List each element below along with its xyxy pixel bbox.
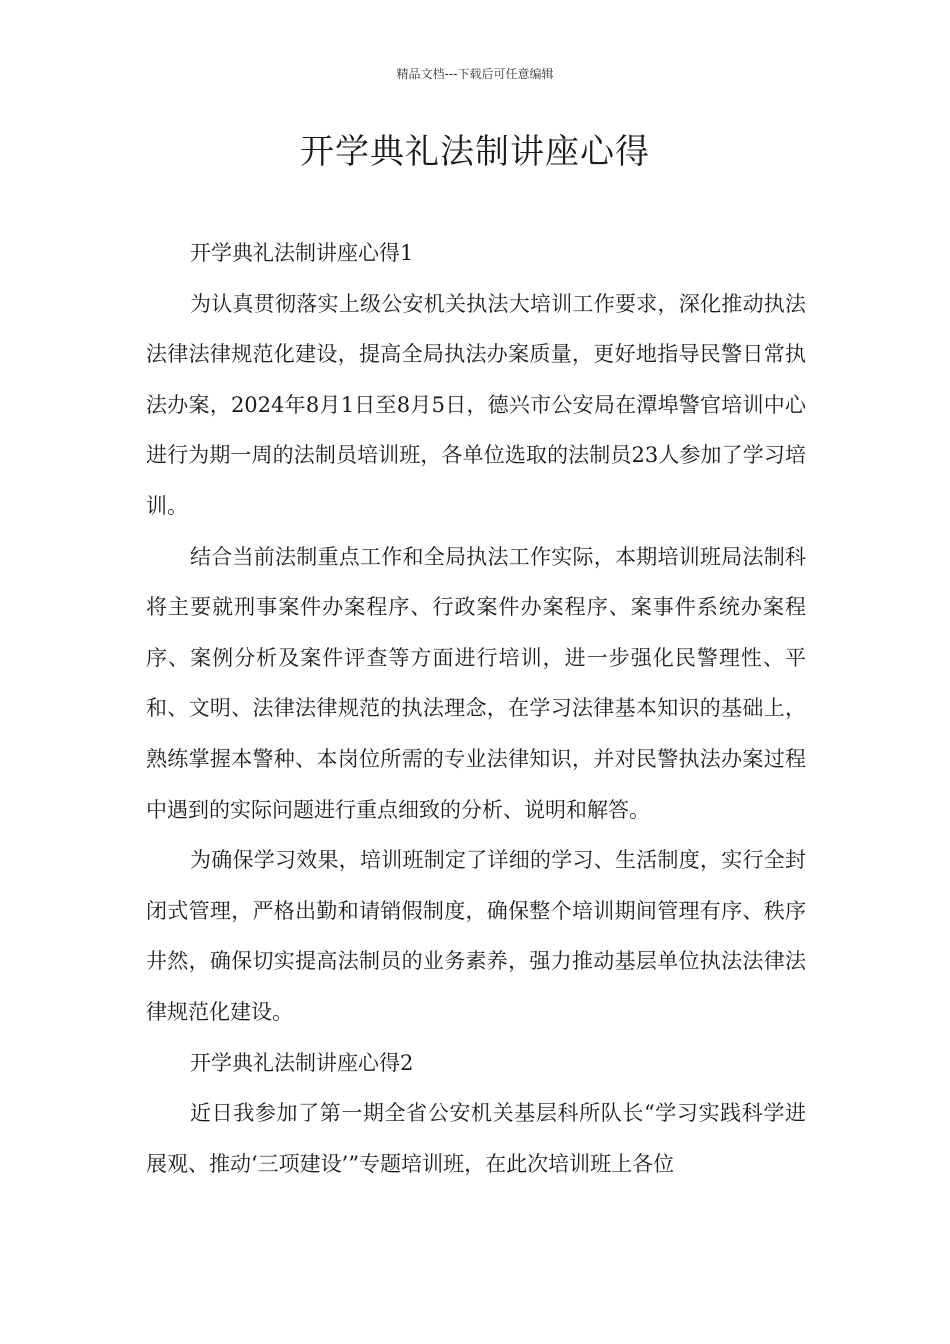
section-heading-2: 开学典礼法制讲座心得2 [190, 1050, 414, 1075]
body-paragraph: 为确保学习效果，培训班制定了详细的学习、生活制度，实行全封闭式管理，严格出勤和请销假制度，确保整个培训期间管理有序、秩序井然，确保切实提高法制员的业务素养，强力推动基层单位执法法律法律规范化建设。 [146, 848, 806, 1024]
header-note: 精品文档---下载后可任意编辑 [396, 67, 554, 81]
body-paragraph: 近日我参加了第一期全省公安机关基层科所队长“学习实践科学进展观、推动‘三项建设’”专题培训班，在此次培训班上各位 [146, 1101, 806, 1176]
body-paragraph: 结合当前法制重点工作和全局执法工作实际，本期培训班局法制科将主要就刑事案件办案程序、行政案件办案程序、案事件系统办案程序、案例分析及案件评查等方面进行培训，进一步强化民警理性、平和、文明、法律法律规范的执法理念，在学习法律基本知识的基础上，熟练掌握本警种、本岗位所需的专业法律知识，并对民警执法办案过程中遇到的实际问题进行重点细致的分析、说明和解答。 [146, 544, 806, 822]
body-paragraph: 为认真贯彻落实上级公安机关执法大培训工作要求，深化推动执法法律法律规范化建设，提高全局执法办案质量，更好地指导民警日常执法办案，2024年8月1日至8月5日，德兴市公安局在潭埠警官培训中心进行为期一周的法制员培训班，各单位选取的法制员23人参加了学习培训。 [146, 291, 806, 518]
section-heading-1: 开学典礼法制讲座心得1 [190, 241, 414, 265]
document-body [146, 228, 806, 1189]
document-title: 开学典礼法制讲座心得 [300, 132, 650, 172]
